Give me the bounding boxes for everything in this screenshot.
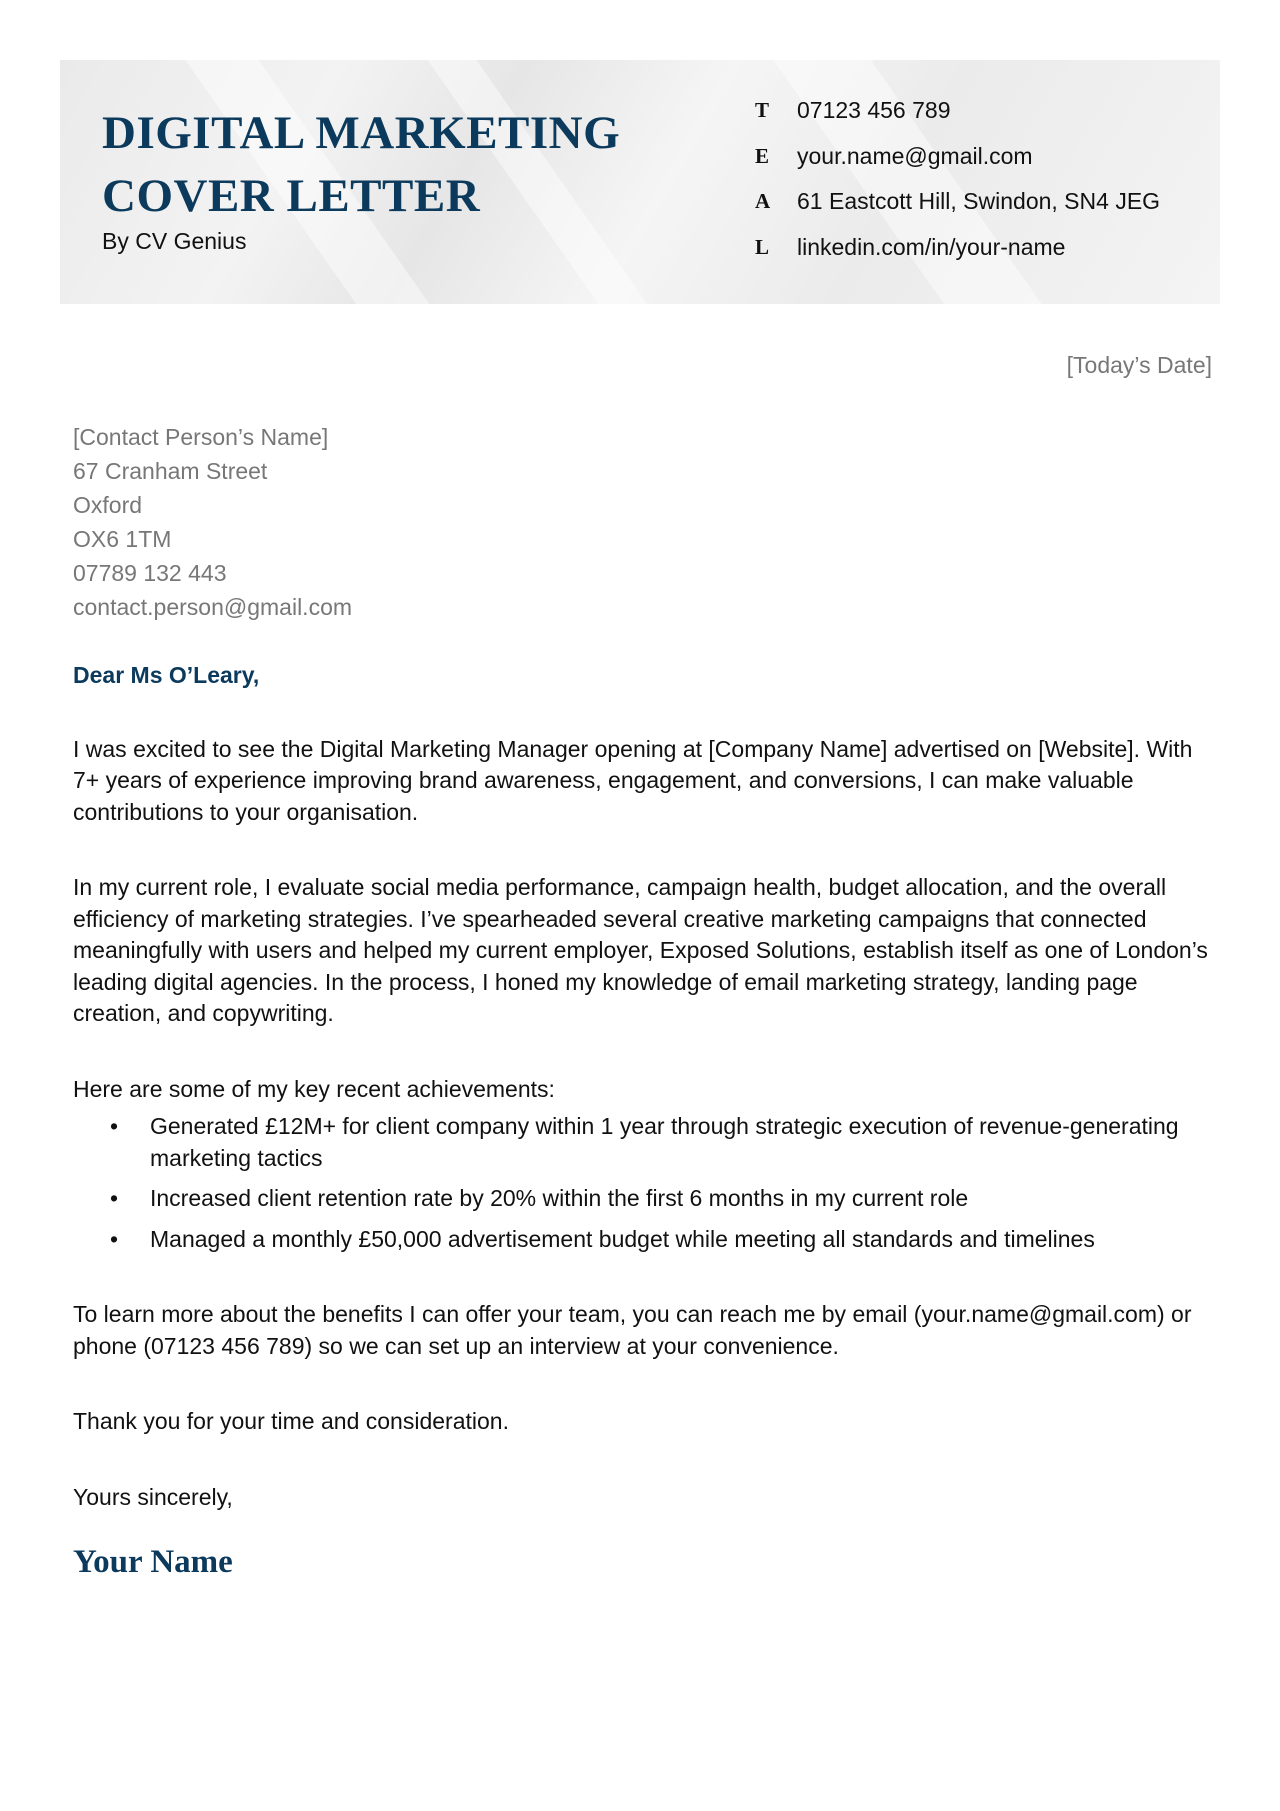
contact-phone-value: 07123 456 789	[797, 97, 951, 124]
contact-address	[755, 179, 1205, 225]
recipient-name: [Contact Person’s Name]	[73, 424, 329, 450]
recipient-city: Oxford	[73, 492, 143, 518]
byline: By CV Genius	[102, 228, 247, 254]
contact-linkedin-value: linkedin.com/in/your-name	[797, 233, 1066, 260]
achievement-text: Increased client retention rate by 20% within the first 6 months in my current role	[150, 1185, 969, 1211]
contact-email-letter: E	[755, 143, 770, 168]
paragraph-contact: To learn more about the benefits I can offer your team, you can reach me by email (your.name@gmail.com) or phone (07123 456 789) so we can set up an interview at your convenience.	[73, 1301, 1192, 1359]
bullet-icon: •	[110, 1225, 119, 1252]
closing: Yours sincerely,	[73, 1483, 233, 1510]
achievement-text: Managed a monthly £50,000 advertisement budget while meeting all standards and timelines	[150, 1225, 1095, 1252]
list-item	[73, 1111, 1218, 1174]
signature-name: Your Name	[73, 1544, 233, 1580]
contact-address-value: 61 Eastcott Hill, Swindon, SN4 JEG	[797, 188, 1161, 215]
contact-address-letter: A	[755, 189, 771, 214]
list-item	[73, 1224, 1218, 1256]
achievement-text: Generated £12M+ for client company within 1 year through strategic execution of revenue-generating marketing tactics	[150, 1113, 1179, 1171]
paragraph-thanks: Thank you for your time and consideration.	[73, 1408, 509, 1434]
recipient-email: contact.person@gmail.com	[73, 594, 353, 620]
recipient-phone: 07789 132 443	[73, 560, 227, 586]
achievements-list	[73, 1111, 1218, 1255]
achievements-intro: Here are some of my key recent achievements:	[73, 1075, 555, 1102]
contact-phone	[755, 88, 1205, 134]
letter-header	[60, 60, 1220, 304]
list-item	[73, 1183, 1218, 1215]
letter-date: [Today’s Date]	[1066, 352, 1212, 378]
title-line-1: DIGITAL MARKETING	[102, 107, 621, 159]
recipient-block	[73, 420, 352, 624]
recipient-street: 67 Cranham Street	[73, 458, 268, 484]
contact-phone-letter: T	[755, 98, 770, 123]
bullet-icon: •	[110, 1113, 119, 1139]
bullet-icon: •	[110, 1185, 119, 1211]
contact-email	[755, 134, 1205, 180]
contact-details	[755, 88, 1205, 270]
paragraph-intro: I was excited to see the Digital Marketing Manager opening at [Company Name] advertised on [Website]. With 7+ years of experience improving brand awareness, engagement, and conversions, I can make valuable contributions to your organisation.	[73, 735, 1193, 825]
recipient-postcode: OX6 1TM	[73, 526, 172, 552]
contact-linkedin	[755, 225, 1205, 271]
contact-linkedin-letter: L	[755, 234, 770, 259]
contact-email-value: your.name@gmail.com	[797, 142, 1033, 169]
letter-body	[73, 660, 1218, 1579]
paragraph-experience: In my current role, I evaluate social media performance, campaign health, budget allocation, and the overall efficiency of marketing strategies. I’ve spearheaded several creative marketing campaigns that connected meaningfully with users and helped my current employer, Exposed Solutions, establish itself as one of London’s leading digital agencies. In the process, I honed my knowledge of email marketing strategy, landing page creation, and copywriting.	[73, 874, 1208, 1026]
title-line-2: COVER LETTER	[102, 170, 481, 222]
salutation: Dear Ms O’Leary,	[73, 662, 260, 688]
document-title	[102, 102, 620, 228]
